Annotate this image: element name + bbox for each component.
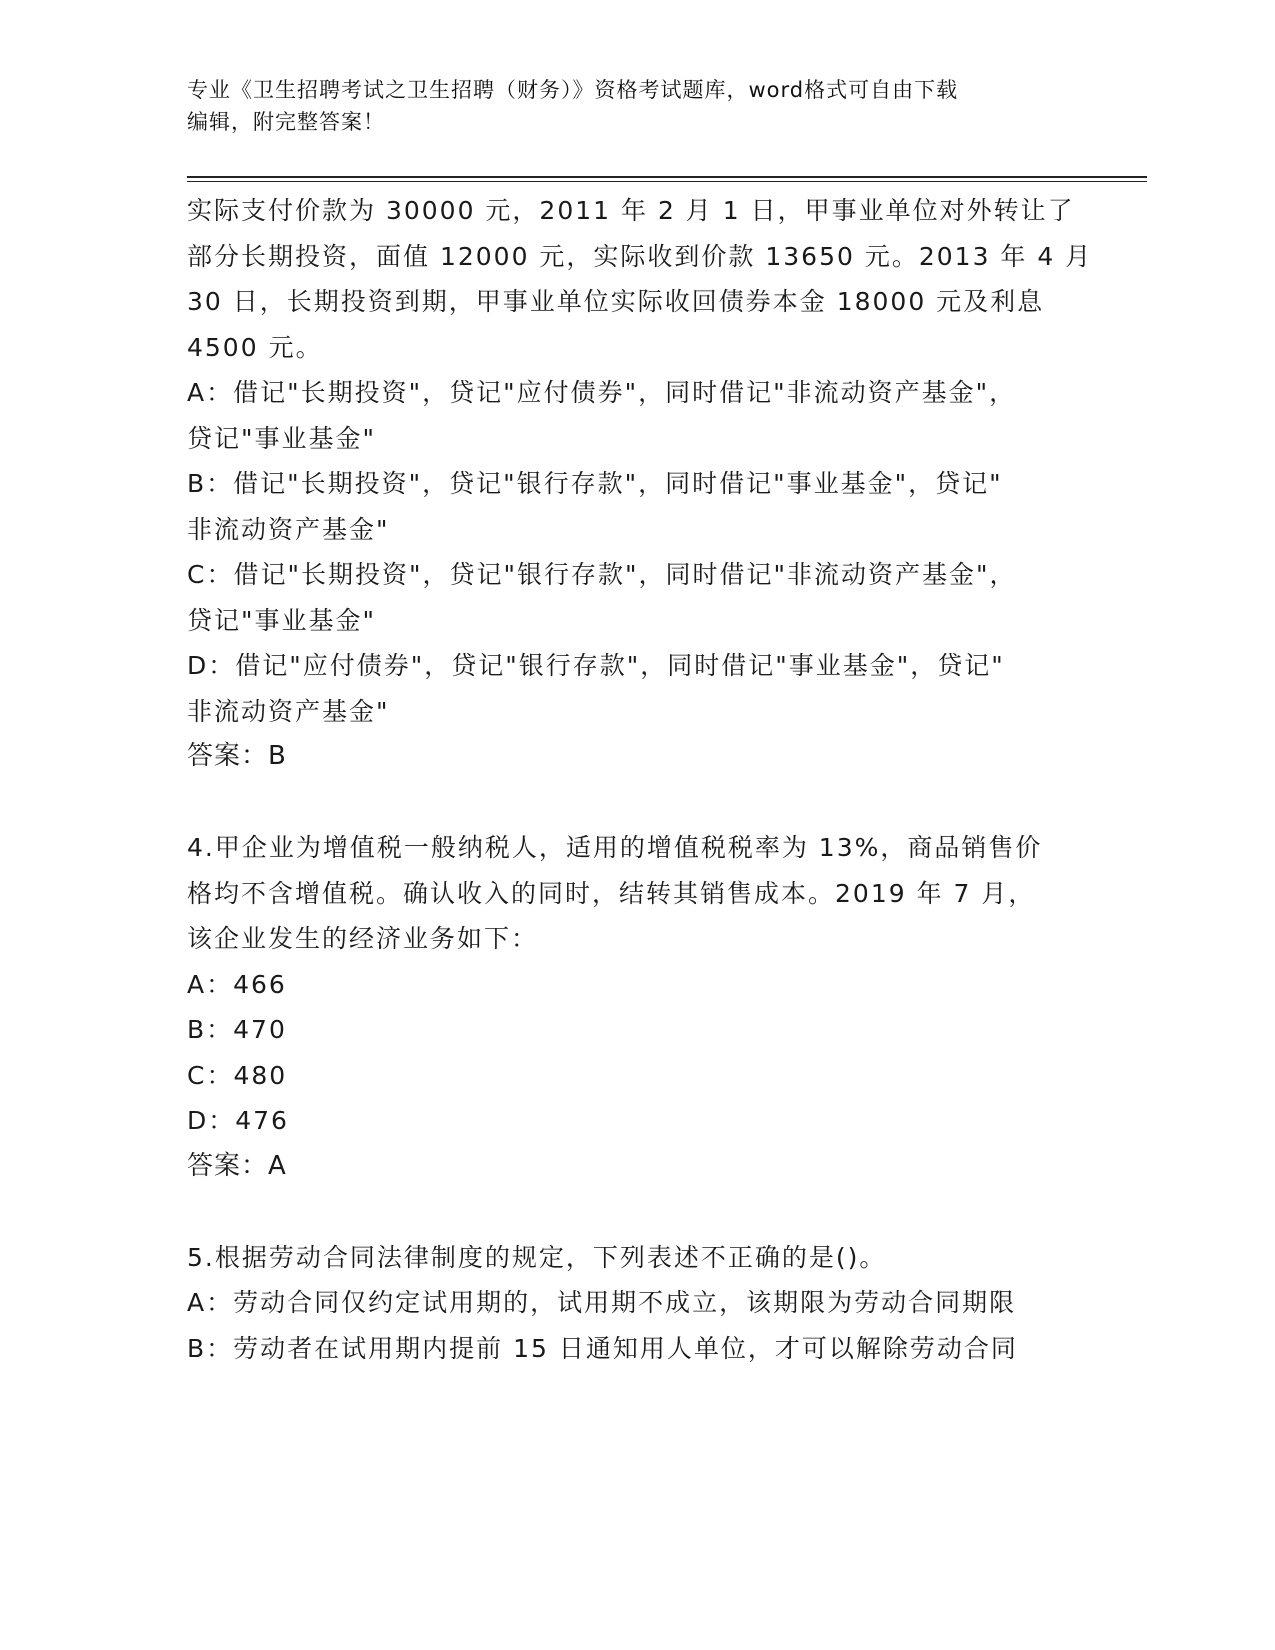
question-4 (187, 825, 1087, 1189)
option-line: 贷记"事业基金" (187, 605, 376, 635)
question-4-stem-line: 该企业发生的经济业务如下： (187, 924, 539, 953)
question-3-option-c (187, 552, 1087, 643)
header-divider-thin (187, 181, 1147, 182)
question-5-stem: 5.根据劳动合同法律制度的规定，下列表述不正确的是()。 (187, 1242, 887, 1272)
header-line-1: 专业《卫生招聘考试之卫生招聘（财务）》资格考试题库，word格式可自由下载 (187, 78, 959, 102)
question-3-stem-line: 30 日，长期投资到期，甲事业单位实际收回债券本金 18000 元及利息 (187, 287, 1045, 316)
header-line-2: 编辑，附完整答案！ (187, 110, 385, 134)
option-line: 非流动资产基金" (187, 514, 390, 544)
header-divider-thick (187, 176, 1147, 178)
question-3-stem-line: 4500 元。 (187, 332, 323, 362)
option-line: C：借记"长期投资"，贷记"银行存款"，同时借记"非流动资产基金"， (187, 560, 1017, 589)
page-header (187, 74, 1087, 138)
option-line: D：借记"应付债券"，贷记"银行存款"，同时借记"事业基金"，贷记" (187, 651, 1005, 680)
question-4-option-a: A：466 (187, 969, 287, 999)
question-3-stem-line: 实际支付价款为 30000 元，2011 年 2 月 1 日，甲事业单位对外转让了 (187, 196, 1075, 225)
question-3-option-d (187, 643, 1087, 734)
option-line: B：借记"长期投资"，贷记"银行存款"，同时借记"事业基金"，贷记" (187, 469, 1003, 498)
spacer (187, 780, 1087, 826)
question-4-option-b: B：470 (187, 1015, 287, 1044)
option-line: 贷记"事业基金" (187, 423, 376, 453)
question-4-option-c: C：480 (187, 1060, 288, 1090)
question-3-stem-line: 部分长期投资，面值 12000 元，实际收到价款 13650 元。2013 年 4 月 (187, 241, 1093, 271)
spacer (187, 1189, 1087, 1235)
question-4-stem-line: 4.甲企业为增值税一般纳税人，适用的增值税税率为 13%，商品销售价 (187, 833, 1043, 862)
option-line: 非流动资产基金" (187, 696, 390, 726)
question-4-option-d: D：476 (187, 1106, 289, 1135)
question-5-option-a: A：劳动合同仅约定试用期的，试用期不成立，该期限为劳动合同期限 (187, 1288, 1017, 1317)
question-content (187, 188, 1093, 1371)
question-3 (187, 188, 1093, 780)
question-3-answer: 答案：B (187, 741, 287, 771)
question-5 (187, 1235, 1087, 1372)
question-4-answer: 答案：A (187, 1150, 287, 1181)
question-3-option-a (187, 370, 1087, 461)
question-5-option-b: B：劳动者在试用期内提前 15 日通知用人单位，才可以解除劳动合同 (187, 1333, 1018, 1363)
question-4-stem-line: 格均不含增值税。确认收入的同时，结转其销售成本。2019 年 7 月， (187, 878, 1036, 908)
question-3-option-b (187, 461, 1087, 552)
option-line: A：借记"长期投资"，贷记"应付债券"，同时借记"非流动资产基金"， (187, 378, 1017, 407)
